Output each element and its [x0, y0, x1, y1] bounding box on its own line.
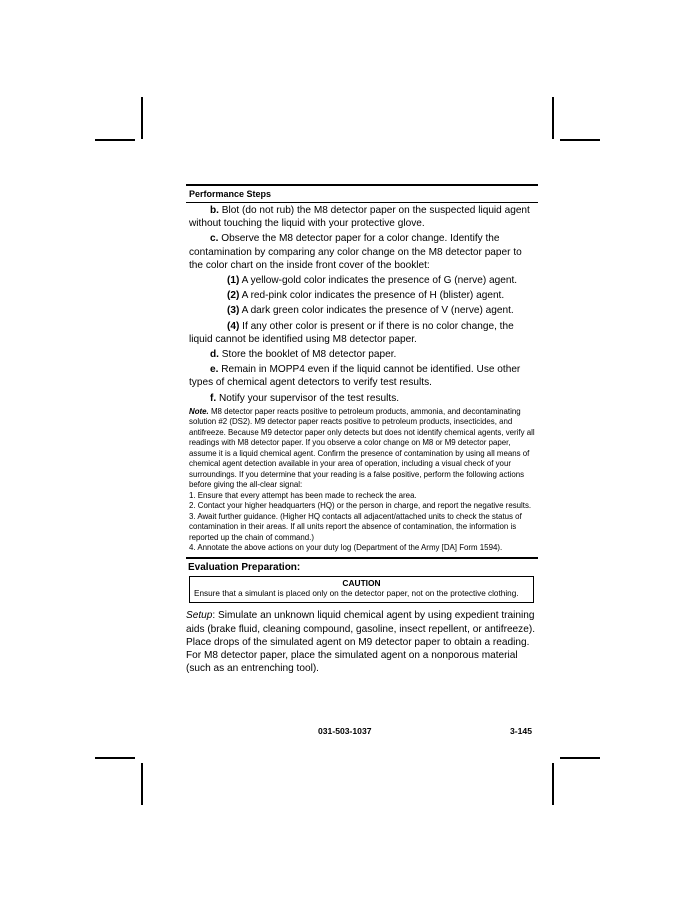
header-rule — [186, 202, 538, 203]
note-item: 1. Ensure that every attempt has been made to recheck the area. — [189, 490, 417, 500]
step-b — [189, 204, 538, 230]
crop-mark — [95, 757, 135, 759]
note-label: Note. — [189, 406, 209, 416]
substep-1 — [189, 274, 538, 287]
crop-mark — [552, 97, 554, 139]
substep-2 — [189, 289, 538, 302]
step-c — [189, 232, 538, 272]
crop-mark — [560, 139, 600, 141]
step-text: Observe the M8 detector paper for a color change. Identify the contamination by comparing any color change on the M8 detector paper to the color chart on the inside front cover of the booklet: — [189, 233, 522, 271]
step-label: f. — [210, 392, 217, 404]
crop-mark — [560, 757, 600, 759]
note-block — [189, 407, 538, 554]
page-content — [186, 184, 538, 675]
note-paragraph — [189, 407, 538, 491]
substep-label: (2) — [227, 290, 240, 302]
setup-text: : Simulate an unknown liquid chemical agent by using expedient training aids (brake fluid, cleaning compound, gasoline, insect repellent, or antifreeze). Place drops of the simulated agent on M9 detector paper to obtain a reading. For M8 detector paper, place the simulated agent on a nonporous material (such as an entrenching tool). — [186, 610, 535, 675]
caution-box — [189, 576, 534, 604]
step-d — [189, 348, 538, 361]
note-item: 4. Annotate the above actions on your duty log (Department of the Army [DA] Form 1594). — [189, 543, 503, 553]
step-label: c. — [210, 233, 219, 245]
substep-label: (4) — [227, 320, 240, 332]
substep-text: A dark green color indicates the presence of V (nerve) agent. — [241, 305, 514, 317]
crop-mark — [141, 97, 143, 139]
note-text: M8 detector paper reacts positive to petroleum products, ammonia, and decontaminating solution #2 (DS2). M9 detector paper reacts positive to petroleum products, insecticides, and antifreeze. Because M9 detector paper only detects but does not identify chemical agents, verify all readings with M8 detector paper. If you observe a color change on M8 or M9 detector paper, assume it is a liquid chemical agent. Confirm the presence of contamination by using all means of chemical agent detection available in your area of operation, including a visual check of your surroundings. If you determine that your reading is a false positive, perform the following actions before giving the all-clear signal: — [189, 406, 535, 490]
step-text: Store the booklet of M8 detector paper. — [221, 349, 397, 361]
note-item: 3. Await further guidance. (Higher HQ contacts all adjacent/attached units to check the status of contamination in their areas. If all units report the absence of contamination, the information is reported up the chain of command.) — [189, 511, 522, 542]
document-number: 031-503-1037 — [318, 726, 372, 736]
step-label: d. — [210, 349, 219, 361]
step-e — [189, 363, 538, 389]
caution-text: Ensure that a simulant is placed only on the detector paper, not on the protective clothing. — [194, 588, 519, 598]
setup-paragraph — [186, 609, 538, 675]
section-header: Performance Steps — [189, 189, 272, 199]
substep-text: A red-pink color indicates the presence of H (blister) agent. — [241, 290, 505, 302]
crop-mark — [95, 139, 135, 141]
crop-mark — [141, 763, 143, 805]
step-text: Remain in MOPP4 even if the liquid cannot be identified. Use other types of chemical agent detectors to verify test results. — [189, 364, 521, 389]
section-rule — [186, 557, 538, 559]
substep-3 — [189, 304, 538, 317]
step-text: Blot (do not rub) the M8 detector paper on the suspected liquid agent without touching the liquid with your protective glove. — [189, 205, 530, 230]
step-label: b. — [210, 205, 219, 216]
note-item: 2. Contact your higher headquarters (HQ) or the person in charge, and report the negative results. — [189, 501, 532, 511]
setup-label: Setup — [186, 610, 213, 622]
step-label: e. — [210, 364, 219, 376]
evaluation-title: Evaluation Preparation: — [188, 561, 301, 573]
substep-text: A yellow-gold color indicates the presence of G (nerve) agent. — [241, 275, 518, 287]
step-text: Notify your supervisor of the test results. — [218, 392, 400, 404]
caution-title: CAUTION — [342, 577, 381, 588]
substep-text: If any other color is present or if there is no color change, the liquid cannot be identified using M8 detector paper. — [189, 320, 514, 345]
step-f — [189, 392, 538, 405]
page-number: 3-145 — [510, 726, 532, 736]
substep-label: (1) — [227, 275, 240, 287]
substep-label: (3) — [227, 305, 240, 317]
crop-mark — [552, 763, 554, 805]
substep-4 — [189, 320, 538, 346]
